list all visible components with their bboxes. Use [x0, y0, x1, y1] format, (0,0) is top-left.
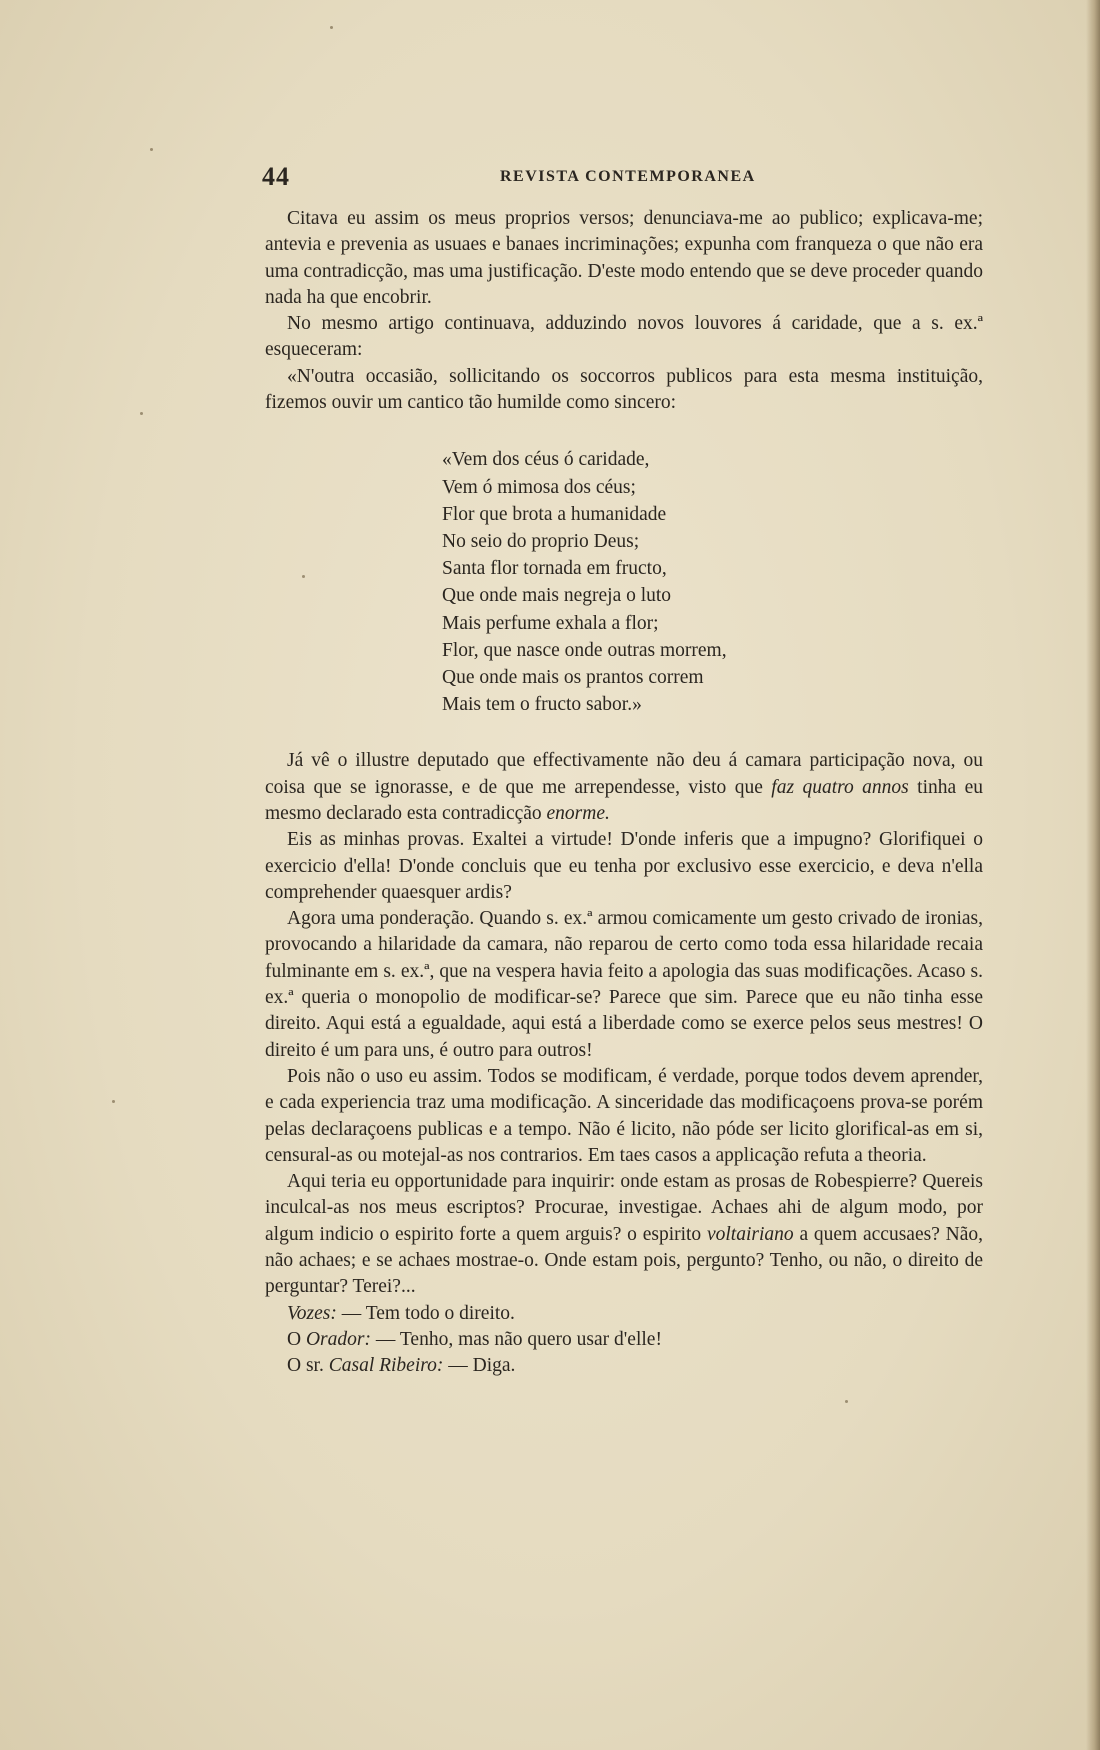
speaker-name: Orador: [305, 1328, 371, 1350]
text-run: tinha eu mesmo declarado esta contradicção [265, 776, 983, 824]
paper-speck [330, 26, 333, 29]
dialogue-block [265, 1301, 983, 1380]
poem-line: Santa flor tornada em fructo, [442, 558, 667, 580]
paragraph [265, 1169, 983, 1300]
paragraph: Citava eu assim os meus proprios versos; denunciava-me ao publico; explicava-me; antevia e prevenia as usuaes e banaes incriminações; expunha com franqueza o que não era uma contradicção, mas uma justificação. D'este modo entendo que se deve proceder quando nada ha que encobrir. [265, 208, 983, 308]
paper-speck [845, 1400, 848, 1403]
dialogue-line [265, 1327, 983, 1353]
dialogue-line [265, 1353, 983, 1379]
page-edge-shadow [1086, 0, 1100, 1750]
poem-line: Mais tem o fructo sabor.» [442, 694, 642, 716]
paper-speck [112, 1100, 115, 1103]
poem-line: Flor, que nasce onde outras morrem, [442, 639, 727, 661]
article-body [265, 206, 983, 1380]
speaker-prefix: O [287, 1328, 306, 1350]
italic-run: faz quatro annos [771, 776, 909, 798]
paper-speck [140, 412, 143, 415]
poem-line: Vem ó mimosa dos céus; [442, 476, 636, 498]
page-header [262, 162, 982, 192]
poem-block [442, 446, 983, 718]
speech-text: — Diga. [443, 1355, 516, 1377]
italic-run: enorme. [546, 803, 610, 824]
poem-line: «Vem dos céus ó caridade, [442, 449, 650, 471]
paper-speck [150, 148, 153, 151]
paragraph: No mesmo artigo continuava, adduzindo novos louvores á caridade, que a s. ex.ª esqueceram: [265, 313, 983, 361]
page-number: 44 [262, 162, 290, 191]
speaker-name: Vozes: [287, 1302, 337, 1324]
paragraph: Eis as minhas provas. Exaltei a virtude! D'onde inferis que a impugno? Glorifiquei o exercicio d'ella! D'onde concluis que eu tenha por exclusivo esse exercicio, e deva n'ella comprehender quaesquer ardis? [265, 829, 983, 903]
paragraph: «N'outra occasião, sollicitando os soccorros publicos para esta mesma instituição, fizemos ouvir um cantico tão humilde como sincero: [265, 365, 983, 414]
text-run: Aqui teria eu opportunidade para inquirir: onde estam as prosas de Robespierre? Quereis inculcal-as nos meus escriptos? Procurae, investigae. Achaes ahi de algum modo, por algum indicio o espirito forte a quem arguis? o espirito [265, 1171, 983, 1245]
speaker-name: Casal Ribeiro: [328, 1355, 444, 1377]
speech-text: — Tem todo o direito. [336, 1302, 515, 1324]
poem-line: No seio do proprio Deus; [442, 530, 640, 552]
poem-line: Que onde mais os prantos correm [442, 667, 704, 688]
running-title: REVISTA CONTEMPORANEA [500, 168, 756, 185]
poem-line: Que onde mais negreja o luto [442, 585, 672, 607]
paragraph: Pois não o uso eu assim. Todos se modificam, é verdade, porque todos devem aprender, e cada experiencia traz uma modificação. A sinceridade das modificaçoens prova-se porém pelas declaraçoens publicas e a tempo. Não é licito, não póde ser licito glorifical-as em si, censural-as ou motejal-as nos contrarios. Em taes casos a applicação refuta a theoria. [265, 1065, 983, 1166]
dialogue-line [265, 1301, 983, 1327]
paragraph: Agora uma ponderação. Quando s. ex.ª armou comicamente um gesto crivado de ironias, provocando a hilaridade da camara, não reparou de certo como toda essa hilaridade recaia fulminante em s. ex.ª, que na vespera havia feito a apologia das suas modificações. Acaso s. ex.ª queria o monopolio de modificar-se? Parece que sim. Parece que eu não tinha esse direito. Aqui está a egualdade, aqui está a liberdade como se exerce pelos seus mestres! O direito é um para uns, é outro para outros! [265, 908, 983, 1061]
poem-line: Flor que brota a humanidade [442, 503, 667, 525]
speaker-prefix: O sr. [287, 1355, 329, 1377]
text-run: Já vê o illustre deputado que effectivamente não deu á camara participação nova, ou coisa que se ignorasse, e de que me arrependesse, visto que [265, 750, 983, 798]
poem-line: Mais perfume exhala a flor; [442, 612, 659, 634]
italic-run: voltairiano [706, 1223, 794, 1245]
paragraph [265, 748, 983, 827]
speech-text: — Tenho, mas não quero usar d'elle! [370, 1328, 662, 1350]
text-run: a quem accusaes? Não, não achaes; e se achaes mostrae-o. Onde estam pois, pergunto? Tenho, ou não, o direito de perguntar? Terei?... [265, 1223, 983, 1298]
